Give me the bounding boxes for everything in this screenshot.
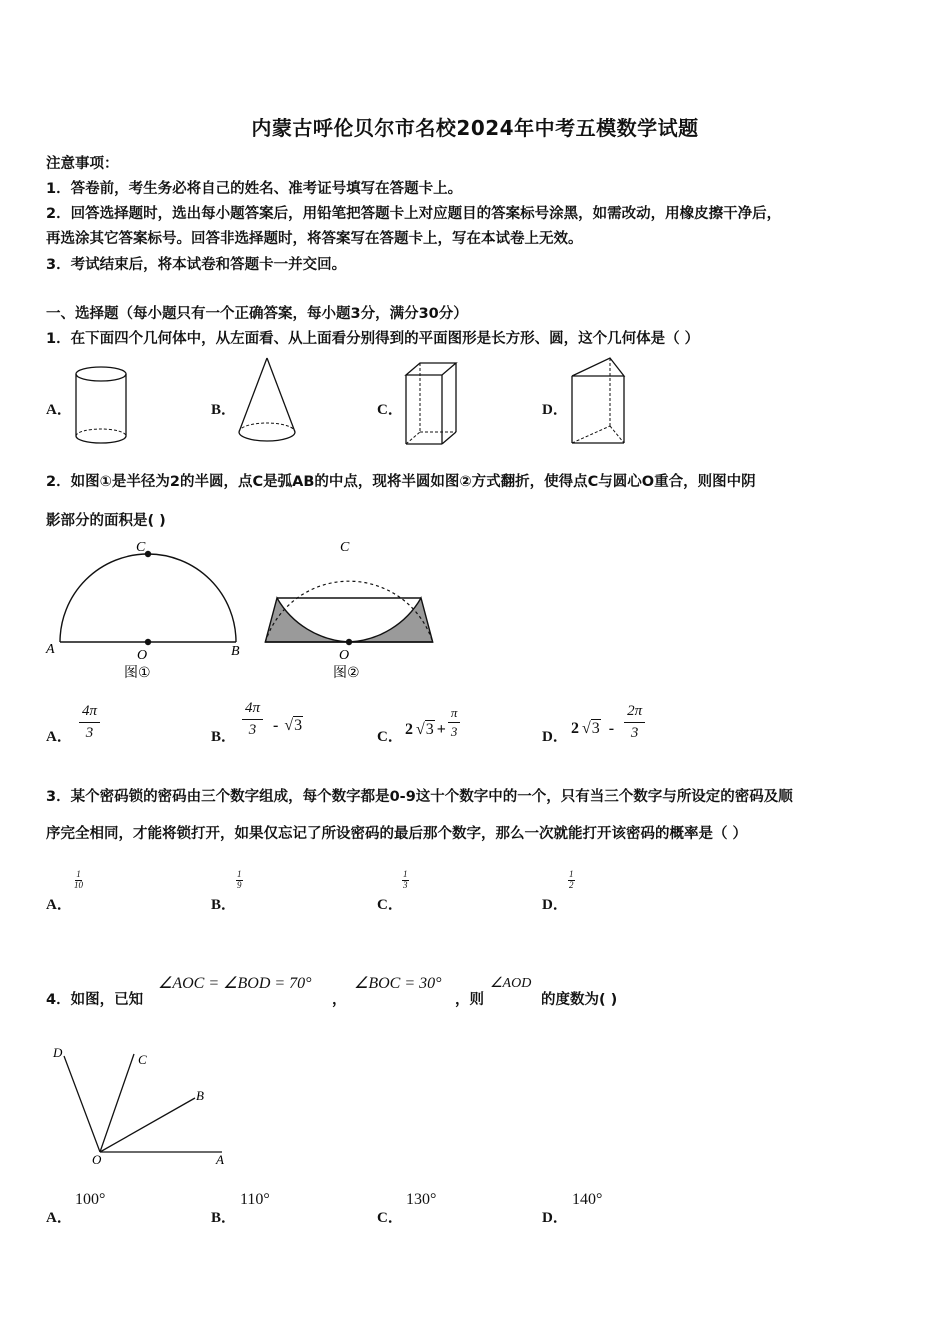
q4-option-b-label: B． <box>211 1210 237 1226</box>
q4-option-c-value: 130° <box>406 1191 437 1208</box>
q4-option-d-label: D． <box>542 1210 568 1226</box>
q2-option-c-value: 2 √3 + $\frac{\pi}{3}$ <box>405 706 460 740</box>
q4-prefix: 4．如图，已知 <box>46 992 144 1008</box>
fig1-label-c: C <box>136 540 146 555</box>
triangular-prism-figure <box>566 352 630 448</box>
q1-option-a-label: A． <box>46 402 72 418</box>
q3-option-d-label: D． <box>542 897 568 913</box>
q3-option-b-value: $\frac{1}{9}$ <box>237 869 242 891</box>
q4-expression-3: ∠AOD <box>490 976 532 991</box>
section-heading: 一、选择题（每小题只有一个正确答案，每小题3分，满分30分） <box>46 306 468 322</box>
fig4-label-o: O <box>92 1152 102 1167</box>
q2-text-line2: 影部分的面积是( ) <box>46 513 166 529</box>
q4-option-d-value: 140° <box>572 1191 603 1208</box>
q2-option-b-value: $\frac{4\pi}{3}$ - √3 <box>242 700 303 738</box>
fig2-label-c: C <box>340 540 350 555</box>
q3-option-d-value: $\frac{1}{2}$ <box>569 869 574 891</box>
note-item: 3．考试结束后，将本试卷和答题卡一并交回。 <box>46 257 347 273</box>
fig4-label-d: D <box>53 1045 63 1060</box>
fig2-label-o: O <box>339 648 350 663</box>
q3-option-c-value: $\frac{1}{3}$ <box>403 869 408 891</box>
note-item: 1．答卷前，考生务必将自己的姓名、准考证号填写在答题卡上。 <box>46 181 463 197</box>
q4-mid: ，则 <box>455 992 484 1008</box>
q3-option-b-label: B． <box>211 897 237 913</box>
q3-text-line1: 3．某个密码锁的密码由三个数字组成，每个数字都是0-9这十个数字中的一个，只有当三个数字与所设定的密码及顺 <box>46 789 793 805</box>
q4-option-c-label: C． <box>377 1210 403 1226</box>
q2-option-d-value: 2 √3 - $\frac{2\pi}{3}$ <box>571 703 645 741</box>
rectangular-prism-figure <box>400 358 462 448</box>
figure-1-semicircle <box>45 540 240 681</box>
fig1-caption: 图① <box>124 665 151 681</box>
q3-text-line2: 序完全相同，才能将锁打开，如果仅忘记了所设密码的最后那个数字，那么一次就能打开该密码的概率是（ ） <box>46 826 748 842</box>
q1-option-d-label: D． <box>542 402 568 418</box>
fig4-label-b: B <box>196 1088 204 1103</box>
q1-option-c-label: C． <box>377 402 403 418</box>
note-item: 2．回答选择题时，选出每小题答案后，用铅笔把答题卡上对应题目的答案标号涂黑，如需改动，用橡皮擦干净后， <box>46 206 782 222</box>
cone-figure <box>234 355 300 447</box>
fig1-label-o: O <box>137 648 148 663</box>
q4-expression-1: ∠AOC = ∠BOD = 70° <box>158 975 312 992</box>
q1-text: 1．在下面四个几何体中，从左面看、从上面看分别得到的平面图形是长方形、圆，这个几何体是（ ） <box>46 331 700 347</box>
q2-option-a-value: $\frac{4\pi}{3}$ <box>79 700 100 741</box>
notes-heading: 注意事项： <box>46 156 119 172</box>
q2-figures <box>40 534 460 686</box>
q1-option-b-label: B． <box>211 402 237 418</box>
q4-expression-2: ∠BOC = 30° <box>354 975 442 992</box>
q4-separator: ， <box>332 992 347 1008</box>
q3-option-a-value: $\frac{1}{10}$ <box>74 869 83 891</box>
page-title: 内蒙古呼伦贝尔市名校2024年中考五模数学试题 <box>251 116 699 140</box>
note-item: 再选涂其它答案标号。回答非选择题时，将答案写在答题卡上，写在本试卷上无效。 <box>46 231 583 247</box>
fig2-caption: 图② <box>333 665 360 681</box>
q2-text-line1: 2．如图①是半径为2的半圆，点C是弧AB的中点，现将半圆如图②方式翻折，使得点C与圆心O重合，则图中阴 <box>46 474 756 490</box>
fig4-label-c: C <box>138 1052 147 1067</box>
fig4-label-a: A <box>216 1152 224 1167</box>
figure-2-folded-semicircle <box>265 540 433 681</box>
q4-option-a-label: A． <box>46 1210 72 1226</box>
q4-option-a-value: 100° <box>75 1191 106 1208</box>
q4-angle-figure <box>40 1040 240 1170</box>
q3-option-c-label: C． <box>377 897 403 913</box>
q2-option-c-label: C． <box>377 729 403 745</box>
q3-option-a-label: A． <box>46 897 72 913</box>
q2-option-a-label: A． <box>46 729 72 745</box>
q4-suffix: 的度数为( ) <box>541 992 618 1008</box>
q4-option-b-value: 110° <box>240 1191 270 1208</box>
fig1-label-a: A <box>46 642 55 657</box>
q2-option-d-label: D． <box>542 729 568 745</box>
cylinder-figure <box>70 362 132 448</box>
fig1-label-b: B <box>231 644 240 659</box>
q2-option-b-label: B． <box>211 729 237 745</box>
